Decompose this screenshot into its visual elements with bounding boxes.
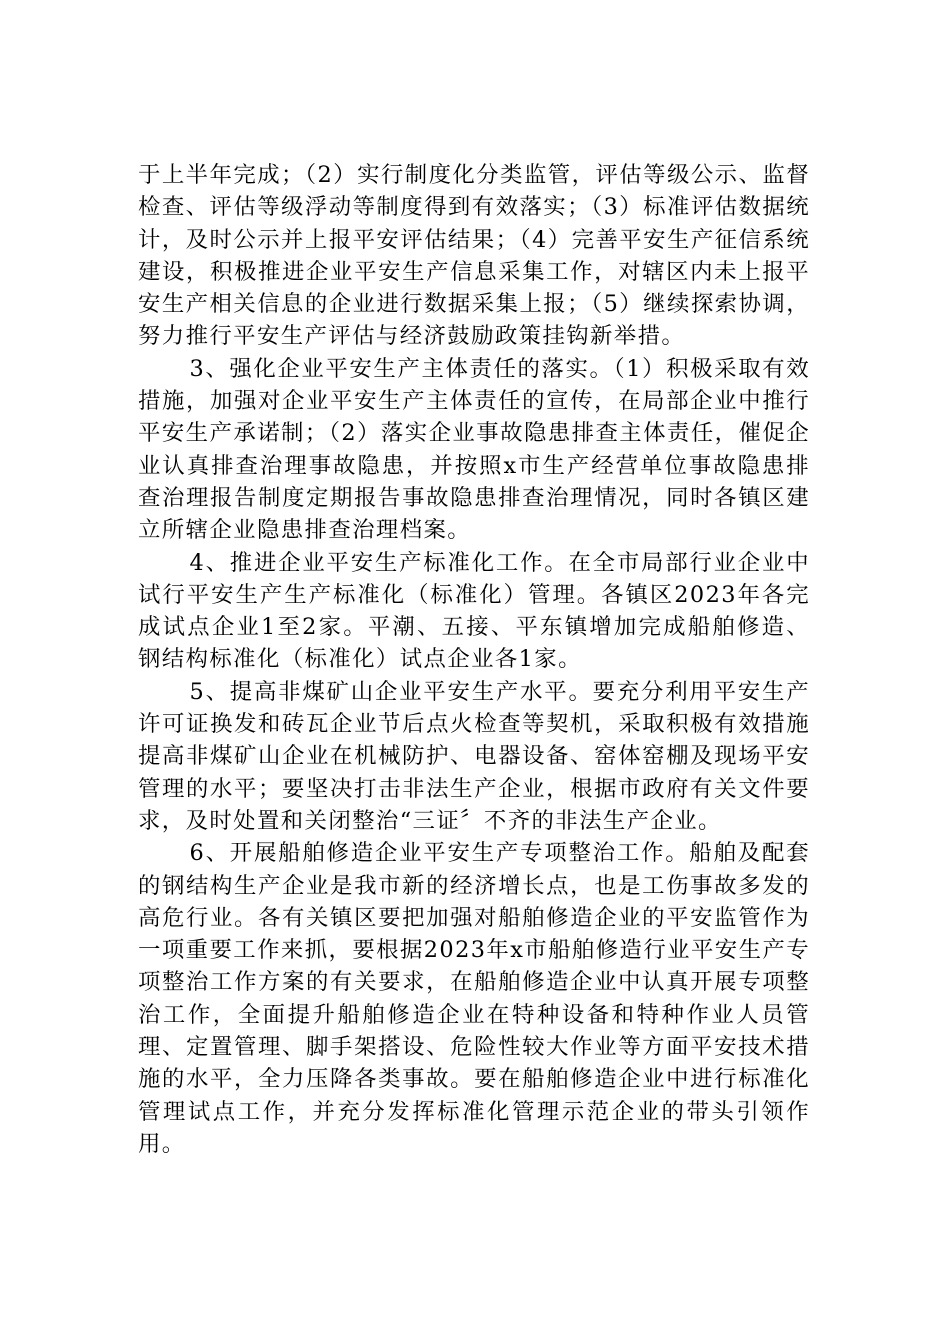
paragraph-item-6: 6、开展船舶修造企业平安生产专项整治工作。船舶及配套的钢结构生产企业是我市新的经济增长点，也是工伤事故多发的高危行业。各有关镇区要把加强对船舶修造企业的平安监管作为一项重要工作来抓，要根据2023年x市船舶修造行业平安生产专项整治工作方案的有关要求，在船舶修造企业中认真开展专项整治工作，全面提升船舶修造企业在特种设备和特种作业人员管理、定置管理、脚手架搭设、危险性较大作业等方面平安技术措施的水平，全力压降各类事故。要在船舶修造企业中进行标准化管理试点工作，并充分发挥标准化管理示范企业的带头引领作用。	[138, 840, 810, 1157]
paragraph-continuation: 于上半年完成；（2）实行制度化分类监管，评估等级公示、监督检查、评估等级浮动等制度得到有效落实；（3）标准评估数据统计，及时公示并上报平安评估结果；（4）完善平安生产征信系统建设，积极推进企业平安生产信息采集工作，对辖区内未上报平安生产相关信息的企业进行数据采集上报；（5）继续探索协调，努力推行平安生产评估与经济鼓励政策挂钩新举措。	[138, 162, 810, 350]
paragraph-item-3: 3、强化企业平安生产主体责任的落实。（1）积极采取有效措施，加强对企业平安生产主体责任的宣传，在局部企业中推行平安生产承诺制；（2）落实企业事故隐患排查主体责任，催促企业认真排查治理事故隐患，并按照x市生产经营单位事故隐患排查治理报告制度定期报告事故隐患排查治理情况，同时各镇区建立所辖企业隐患排查治理档案。	[138, 355, 810, 544]
paragraph-item-4: 4、推进企业平安生产标准化工作。在全市局部行业企业中试行平安生产生产标准化（标准化）管理。各镇区2023年各完成试点企业1至2家。平潮、五接、平东镇增加完成船舶修造、钢结构标准化（标准化）试点企业各1家。	[138, 549, 810, 673]
paragraph-item-5: 5、提高非煤矿山企业平安生产水平。要充分利用平安生产许可证换发和砖瓦企业节后点火检查等契机，采取积极有效措施提高非煤矿山企业在机械防护、电器设备、窑体窑棚及现场平安管理的水平；要坚决打击非法生产企业，根据市政府有关文件要求，及时处置和关闭整治“三证〞不齐的非法生产企业。	[138, 678, 810, 834]
document-body	[138, 159, 810, 1160]
